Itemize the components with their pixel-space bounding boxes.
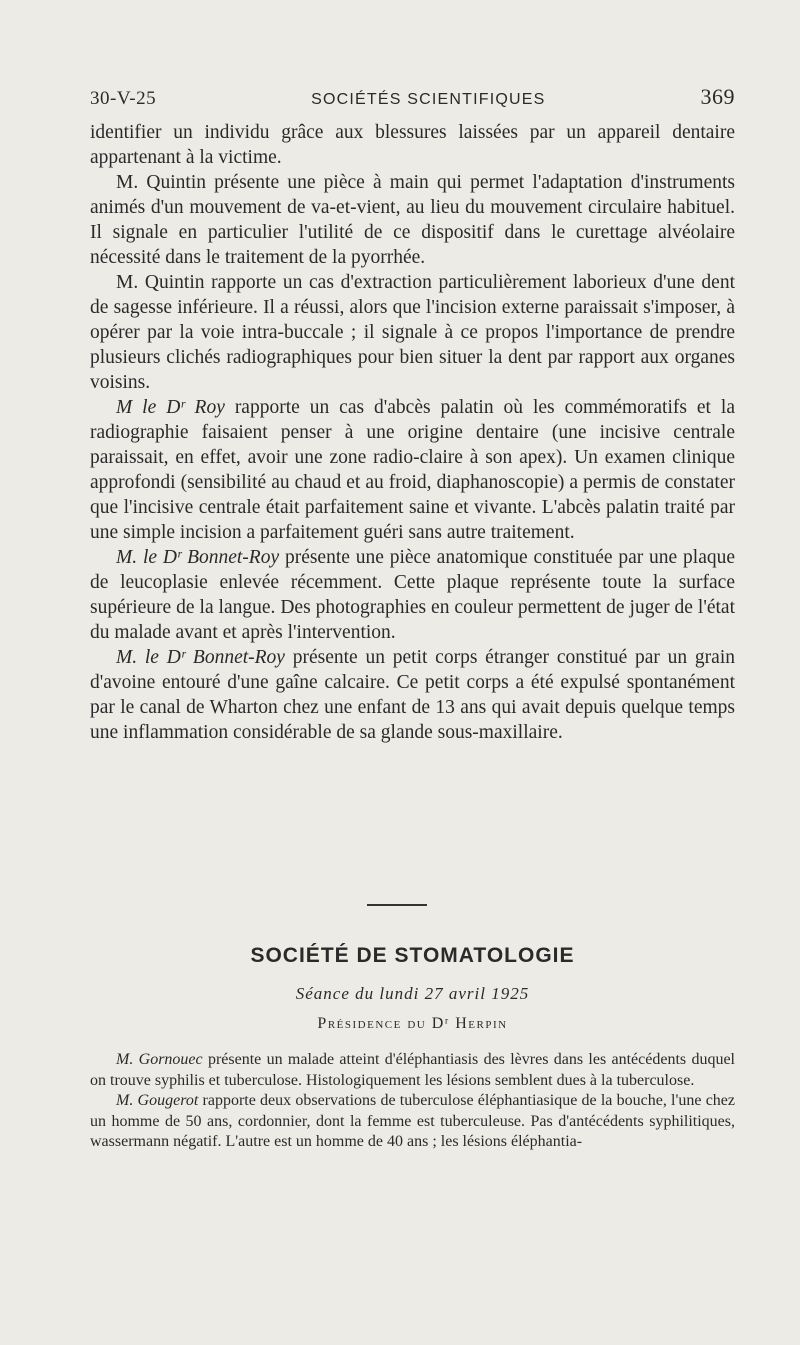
section-title: SOCIÉTÉ DE STOMATOLOGIE xyxy=(250,944,575,967)
paragraph-text: M. Quintin rapporte un cas d'extraction particulièrement laborieux d'une dent de sagesse inférieure. Il a réussi, alors que l'incision externe paraissait s'imposer, à opérer par la voie intra-buccale ; il signale à ce propos l'importance de prendre plusieurs clichés radiographiques pour bien situer la dent par rapport aux organes voisins. xyxy=(90,272,735,393)
paragraph xyxy=(90,1091,735,1153)
section-2-body xyxy=(90,1050,735,1153)
paragraph-text: présente une pièce anatomique constituée par une plaque de leucoplasie enlevée récemment. Cette plaque représente toute la surface supérieure de la langue. Des photographies en couleur permettent de juger de l'état du malade avant et après l'intervention. xyxy=(90,547,736,643)
speaker-name: M le Dʳ Roy xyxy=(116,397,225,418)
section-divider xyxy=(367,904,427,906)
header-title: SOCIÉTÉS SCIENTIFIQUES xyxy=(311,91,546,108)
paragraph-text: identifier un individu grâce aux blessures laissées par un appareil dentaire appartenant à la victime. xyxy=(90,122,735,168)
paragraph xyxy=(90,170,735,270)
paragraph xyxy=(90,395,735,545)
paragraph-text: présente un malade atteint d'éléphantiasis des lèvres dans les antécédents duquel on trouve syphilis et tuberculose. Histologiquement les lésions semblent dues à la tuberculose. xyxy=(90,1051,736,1089)
section-1-body xyxy=(90,120,735,745)
paragraph-text: rapporte deux observations de tuberculose éléphantiasique de la bouche, l'une chez un homme de 50 ans, cordonnier, dont la femme est tuberculeuse. Pas d'antécédents syphilitiques, wassermann négatif. L'autre est un homme de 40 ans ; les lésions éléphantia- xyxy=(90,1092,736,1150)
paragraph xyxy=(90,270,735,395)
running-header xyxy=(90,84,735,110)
speaker-name: M. Gougerot xyxy=(116,1092,199,1109)
paragraph xyxy=(90,545,735,645)
page-number: 369 xyxy=(700,84,735,109)
speaker-name: M. le Dʳ Bonnet-Roy xyxy=(116,647,285,668)
speaker-name: M. Gornouec xyxy=(116,1051,203,1068)
paragraph-text: rapporte un cas d'abcès palatin où les commémoratifs et la radiographie faisaient penser à une origine dentaire (une incisive centrale paraissait, en effet, avoir une zone radio-claire à son apex). Un examen clinique approfondi (sensibilité au chaud et au froid, diaphanoscopie) a permis de constater que l'incisive centrale était parfaitement saine et vivante. L'abcès palatin traité par une simple incision a parfaitement guéri sans autre traitement. xyxy=(90,397,735,543)
paragraph-text: M. Quintin présente une pièce à main qui permet l'adaptation d'instruments animés d'un mouvement de va-et-vient, au lieu du mouvement circulaire habituel. Il signale en particulier l'utilité de ce dispositif dans le curettage alvéolaire nécessité dans le traitement de la pyorrhée. xyxy=(90,172,735,268)
paragraph-text: présente un petit corps étranger constitué par un grain d'avoine entouré d'une gaîne calcaire. Ce petit corps a été expulsé spontanément par le canal de Wharton chez une enfant de 13 ans qui avait depuis quelque temps une inflammation considérable de sa glande sous-maxillaire. xyxy=(90,647,735,743)
speaker-name: M. le Dʳ Bonnet-Roy xyxy=(116,547,280,568)
paragraph xyxy=(90,120,735,170)
header-date: 30-V-25 xyxy=(90,88,157,109)
session-date: Séance du lundi 27 avril 1925 xyxy=(295,984,530,1003)
paragraph xyxy=(90,645,735,745)
paragraph xyxy=(90,1050,735,1091)
presidence-line: Présidence du Dʳ Herpin xyxy=(317,1015,508,1032)
